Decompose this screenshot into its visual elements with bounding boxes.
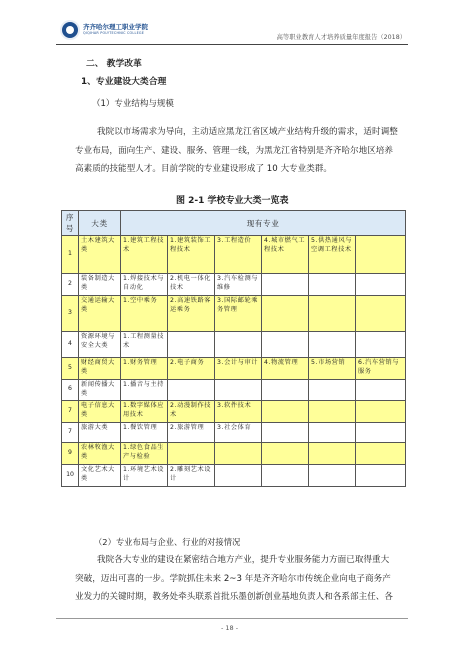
table-row: [62, 358, 406, 380]
major-cell: 1.绿色食品生产与检验: [121, 442, 168, 464]
header-majors: 现有专业: [121, 211, 406, 236]
major-cell: [215, 442, 262, 464]
major-cell: 3.汽车检测与维修: [215, 274, 262, 296]
major-cell: 3.工程造价: [215, 236, 262, 274]
major-cell: [262, 422, 309, 442]
row-seq: 1: [62, 236, 79, 274]
major-cell: [309, 464, 356, 486]
row-category: 电子信息大类: [79, 400, 121, 422]
table-row: [62, 274, 406, 296]
major-cell: [262, 380, 309, 401]
major-cell: [356, 236, 406, 274]
major-cell: 4.物流管理: [262, 358, 309, 380]
major-cell: 1.焊接技术与自动化: [121, 274, 168, 296]
major-cell: [309, 380, 356, 401]
row-seq: 2: [62, 274, 79, 296]
school-logo: [60, 20, 80, 40]
row-seq: 7: [62, 400, 79, 422]
table-row: [62, 422, 406, 442]
major-cell: [356, 380, 406, 401]
table-row: [62, 380, 406, 401]
paragraph-line: 我院各大专业的建设在紧密结合地方产业，提升专业服务能力方面已取得重大: [97, 555, 390, 565]
major-cell: [215, 380, 262, 401]
major-cell: [356, 422, 406, 442]
sub-heading-alignment: （2）专业布局与企业、行业的对接情况: [94, 537, 241, 547]
row-category: 财经商贸大类: [79, 358, 121, 380]
major-cell: [356, 400, 406, 422]
major-cell: [309, 332, 356, 358]
major-cell: 3.国际邮轮乘务管理: [215, 296, 262, 332]
section-title: 二、 教学改革: [86, 59, 142, 69]
major-cell: [168, 442, 215, 464]
row-seq: 9: [62, 442, 79, 464]
row-seq: 6: [62, 380, 79, 401]
table-row: [62, 400, 406, 422]
major-cell: [309, 296, 356, 332]
major-cell: [262, 464, 309, 486]
row-category: 资源环境与安全大类: [79, 332, 121, 358]
row-category: 新闻传播大类: [79, 380, 121, 401]
major-cell: 1.餐饮管理: [121, 422, 168, 442]
sub-heading-structure: （1）专业结构与规模: [92, 99, 174, 109]
major-cell: [309, 442, 356, 464]
major-cell: [309, 422, 356, 442]
major-cell: [309, 400, 356, 422]
major-cell: 5.供热通风与空调工程技术: [309, 236, 356, 274]
page-number: - 18 -: [221, 624, 239, 632]
table-row: [62, 442, 406, 464]
major-cell: [262, 442, 309, 464]
major-cell: 2.雕刻艺术设计: [168, 464, 215, 486]
table-row: [62, 332, 406, 358]
table-row: [62, 464, 406, 486]
row-seq: 5: [62, 358, 79, 380]
major-cell: [168, 380, 215, 401]
major-cell: 3.社会体育: [215, 422, 262, 442]
row-seq: 3: [62, 296, 79, 332]
major-cell: 5.市场营销: [309, 358, 356, 380]
major-cell: [309, 274, 356, 296]
row-category: 文化艺术大类: [79, 464, 121, 486]
row-category: 交通运输大类: [79, 296, 121, 332]
table-row: [62, 296, 406, 332]
major-cell: [356, 332, 406, 358]
table-row: [62, 236, 406, 274]
major-cell: 1.建筑装饰工程技术: [168, 236, 215, 274]
paragraph-line: 专业布局，面向生产、建设、服务、管理一线，为黑龙江省特别是齐齐哈尔地区培养: [75, 146, 393, 156]
header-divider: [56, 44, 408, 45]
major-cell: 3.会计与审计: [215, 358, 262, 380]
row-seq: 4: [62, 332, 79, 358]
row-seq: 10: [62, 464, 79, 486]
row-category: 装备制造大类: [79, 274, 121, 296]
major-cell: [356, 296, 406, 332]
major-cell: 1.空中乘务: [121, 296, 168, 332]
major-cell: 6.汽车营销与服务: [356, 358, 406, 380]
header-seq: 序号: [62, 211, 79, 236]
row-category: 土木建筑大类: [79, 236, 121, 274]
major-cell: [356, 442, 406, 464]
major-cell: [262, 296, 309, 332]
row-category: 农林牧渔大类: [79, 442, 121, 464]
header-category: 大类: [79, 211, 121, 236]
paragraph-line: 高素质的技能型人才。目前学院的专业建设形成了 10 大专业类群。: [75, 164, 333, 174]
major-cell: [356, 274, 406, 296]
paragraph-line: 突破，迈出可喜的一步。学院抓住未来 2~3 年是齐齐哈尔市传统企业向电子商务产: [75, 574, 391, 584]
major-cell: 2.机电一体化技术: [168, 274, 215, 296]
subsection-title: 1、专业建设大类合理: [81, 77, 167, 87]
major-cell: [168, 332, 215, 358]
major-cell: [262, 400, 309, 422]
footer-divider: [56, 618, 408, 619]
major-cell: 1.数字媒体应用技术: [121, 400, 168, 422]
school-name-english: QIQIHAR POLYTECHNIC COLLEGE: [83, 31, 145, 35]
paragraph-line: 业发力的关键时期，教务处牵头联系首批乐墨创新创业基地负责人和各系部主任、各: [75, 592, 393, 602]
major-cell: 1.环境艺术设计: [121, 464, 168, 486]
school-name: 齐齐哈尔理工职业学院: [83, 23, 148, 31]
report-title: 高等职业教育人才培养质量年度报告（2018）: [276, 34, 406, 41]
major-cell: 4.城市燃气工程技术: [262, 236, 309, 274]
major-cell: [262, 274, 309, 296]
major-cell: [215, 464, 262, 486]
major-cell: 2.高速铁路客运乘务: [168, 296, 215, 332]
major-cell: [356, 464, 406, 486]
major-cell: 1.建筑工程技术: [121, 236, 168, 274]
page-header: [0, 0, 458, 46]
major-cell: 1.工程测量技术: [121, 332, 168, 358]
major-cell: 2.电子商务: [168, 358, 215, 380]
major-cell: [262, 332, 309, 358]
paragraph-line: 我院以市场需求为导向，主动适应黑龙江省区域产业结构升级的需求，适时调整: [97, 127, 398, 137]
major-cell: 1.财务管理: [121, 358, 168, 380]
major-cell: 2.动漫制作技术: [168, 400, 215, 422]
row-seq: 7: [62, 422, 79, 442]
majors-table: [61, 210, 406, 487]
table-caption: 图 2-1 学校专业大类一览表: [176, 196, 289, 206]
major-cell: [215, 332, 262, 358]
major-cell: 2.旅游管理: [168, 422, 215, 442]
major-cell: 3.软件技术: [215, 400, 262, 422]
row-category: 旅游大类: [79, 422, 121, 442]
major-cell: 1.播音与主持: [121, 380, 168, 401]
